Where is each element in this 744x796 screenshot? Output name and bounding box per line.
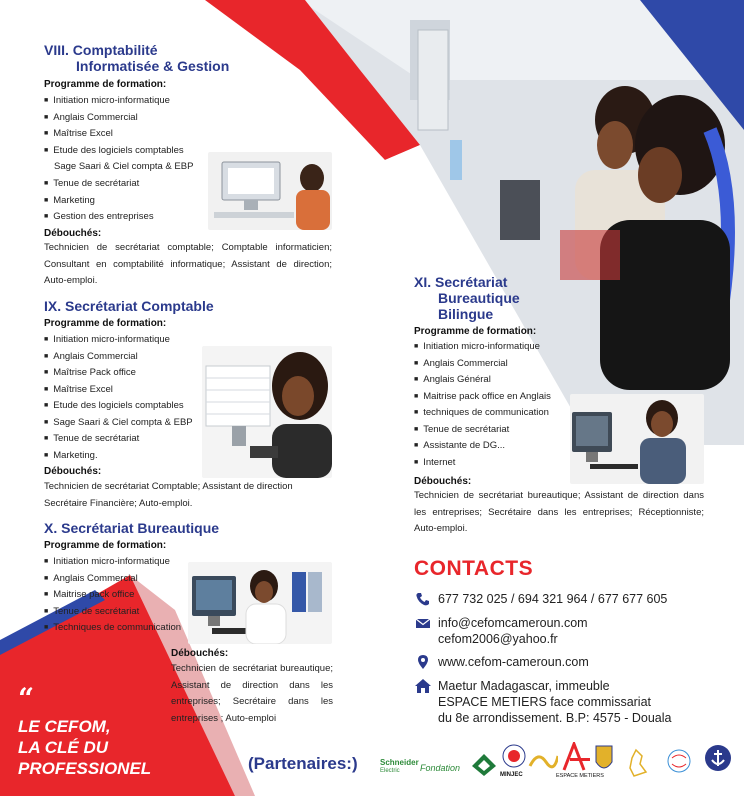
- section-9-title: IX. Secrétariat Comptable: [44, 298, 214, 314]
- list-item: ■ Anglais Commercial: [414, 356, 551, 373]
- list-item: ■ Maitrise pack office: [44, 587, 181, 604]
- address-line-3: du 8e arrondissement. B.P: 4575 - Douala: [438, 711, 672, 725]
- location-pin-icon: [414, 654, 432, 670]
- slogan-line-2: LA CLÉ DU: [18, 738, 109, 757]
- slogan-line-1: LE CEFOM,: [18, 717, 111, 736]
- section-9-debouches-label: Débouchés:: [44, 466, 102, 477]
- section-11-program-label: Programme de formation:: [414, 326, 537, 337]
- section-8-title-line2: Informatisée & Gestion: [76, 58, 230, 74]
- list-item: ■ Maîtrise Pack office: [44, 365, 193, 382]
- list-item: ■ Initiation micro-informatique: [44, 93, 184, 110]
- list-item: ■ Marketing.: [44, 448, 193, 465]
- section-11-title-line3: Bilingue: [438, 306, 494, 322]
- schneider-logo: [380, 758, 419, 776]
- section-9-program-list: [44, 332, 193, 464]
- section-8-photo: [208, 152, 332, 230]
- partner-logo-crest: [594, 744, 614, 774]
- minjec-logo-text: MINJEC: [500, 772, 523, 778]
- slogan-line-3: PROFESSIONEL: [18, 759, 152, 778]
- list-item: ■ Gestion des entreprises: [44, 209, 154, 226]
- espace-metiers-logo-icon: [560, 742, 594, 772]
- list-item: ■ Techniques de communication: [44, 620, 181, 637]
- list-item: ■ techniques de communication: [414, 405, 551, 422]
- list-item: ■ Assistante de DG...: [414, 438, 551, 455]
- section-11-title-line2: Bureautique: [438, 290, 520, 306]
- email-primary[interactable]: info@cefomcameroun.com: [438, 616, 588, 630]
- contact-website: [414, 654, 589, 670]
- partners-label-text: Partenaires:: [253, 754, 352, 773]
- paren-open: (: [248, 754, 254, 773]
- section-10-debouches-text: Technicien de secrétariat bureautique; Assistant de direction dans les entreprises; Secrétaire dans les entreprises ; Auto-emploi: [171, 663, 333, 724]
- paren-close: ): [351, 754, 358, 773]
- section-11-program-list: [414, 339, 551, 471]
- section-11-debouches-label: Débouchés:: [414, 476, 472, 487]
- section-10-title: X. Secrétariat Bureautique: [44, 520, 220, 536]
- list-item: ■ Anglais Commercial: [44, 110, 184, 127]
- list-item: ■ Maîtrise Excel: [44, 126, 184, 143]
- schneider-logo-line1: Schneider: [380, 758, 419, 767]
- phone-icon: [414, 591, 432, 607]
- section-9-photo: [202, 346, 332, 478]
- section-10-program-list: [44, 554, 181, 637]
- list-item: ■ Tenue de secrétariat: [44, 604, 181, 621]
- section-8-program-list: [44, 93, 184, 159]
- address-line-1: Maetur Madagascar, immeuble: [438, 679, 610, 693]
- partner-logo-map: [618, 748, 658, 778]
- list-item: ■ Maitrise pack office en Anglais: [414, 389, 551, 406]
- contact-phone: [414, 591, 667, 607]
- address-line-2: ESPACE METIERS face commissariat: [438, 695, 652, 709]
- list-item: ■ Sage Saari & Ciel compta & EBP: [44, 415, 193, 432]
- section-11-title-line1: XI. Secrétariat: [414, 274, 508, 290]
- section-8-debouches-label: Débouchés:: [44, 228, 102, 239]
- section-10-photo: [188, 562, 332, 644]
- list-item: ■ Tenue de secrétariat: [44, 431, 193, 448]
- partner-logo-globe: [666, 748, 692, 774]
- section-10-debouches-label: Débouchés:: [171, 648, 229, 659]
- section-8-program-label: Programme de formation:: [44, 79, 167, 90]
- list-item: ■ Anglais Général: [414, 372, 551, 389]
- list-item: ■ Etude des logiciels comptables: [44, 143, 184, 160]
- section-11-photo: [570, 394, 704, 484]
- section-11-title: [414, 274, 520, 322]
- section-9-debouches-text: Technicien de secrétariat Comptable; Assistant de direction Secrétaire Financière; Auto-emploi.: [44, 481, 293, 509]
- phone-numbers: 677 732 025 / 694 321 964 / 677 677 605: [438, 592, 668, 606]
- mail-icon: [414, 615, 432, 631]
- list-item: ■ Tenue de secrétariat: [414, 422, 551, 439]
- partner-logo-shield: [470, 752, 498, 778]
- website-link[interactable]: www.cefom-cameroun.com: [438, 655, 589, 669]
- contacts-title: CONTACTS: [414, 557, 534, 580]
- list-item: ■ Anglais Commercial: [44, 349, 193, 366]
- partners-label: [248, 754, 358, 774]
- list-item: ■ Initiation micro-informatique: [44, 554, 181, 571]
- list-item: ■ Etude des logiciels comptables: [44, 398, 193, 415]
- espace-metiers-logo-text: ESPACE METIERS: [556, 773, 604, 779]
- contact-email: [414, 615, 588, 647]
- section-8-debouches-text: Technicien de secrétariat comptable; Comptable informaticien; Consultant en comptabilité informatique; Assistant de direction; Auto-emploi.: [44, 242, 332, 286]
- email-secondary[interactable]: cefom2006@yahoo.fr: [438, 632, 558, 646]
- home-icon: [414, 678, 432, 694]
- fondation-logo: Fondation: [420, 763, 461, 773]
- list-item: ■ Tenue de secrétariat: [44, 176, 154, 193]
- section-10-program-label: Programme de formation:: [44, 540, 167, 551]
- list-item: ■ Initiation micro-informatique: [414, 339, 551, 356]
- quote-mark: “: [18, 682, 35, 715]
- list-item: ■ Internet: [414, 455, 551, 472]
- slogan: [18, 716, 151, 779]
- list-item: ■ Marketing: [44, 193, 154, 210]
- section-8-program-list-2: [44, 176, 154, 226]
- section-11-debouches-text: Technicien de secrétariat bureautique; Assistant de direction dans les entreprises; Secrétaire dans les entreprises; Réceptionniste; Auto-emploi.: [414, 490, 704, 534]
- list-item: ■ Initiation micro-informatique: [44, 332, 193, 349]
- section-8-title: [44, 42, 229, 74]
- anchor-icon: [704, 744, 732, 774]
- section-9-program-label: Programme de formation:: [44, 318, 167, 329]
- list-item: ■ Anglais Commercial: [44, 571, 181, 588]
- list-item: ■ Maîtrise Excel: [44, 382, 193, 399]
- schneider-logo-line2: Electric: [380, 768, 400, 774]
- section-8-item-sage: Sage Saari & Ciel compta & EBP: [54, 161, 194, 172]
- section-8-title-line1: VIII. Comptabilité: [44, 42, 158, 58]
- contact-address: [414, 678, 671, 726]
- partner-logo-wave: [528, 748, 558, 772]
- minjec-emblem-icon: [500, 744, 528, 770]
